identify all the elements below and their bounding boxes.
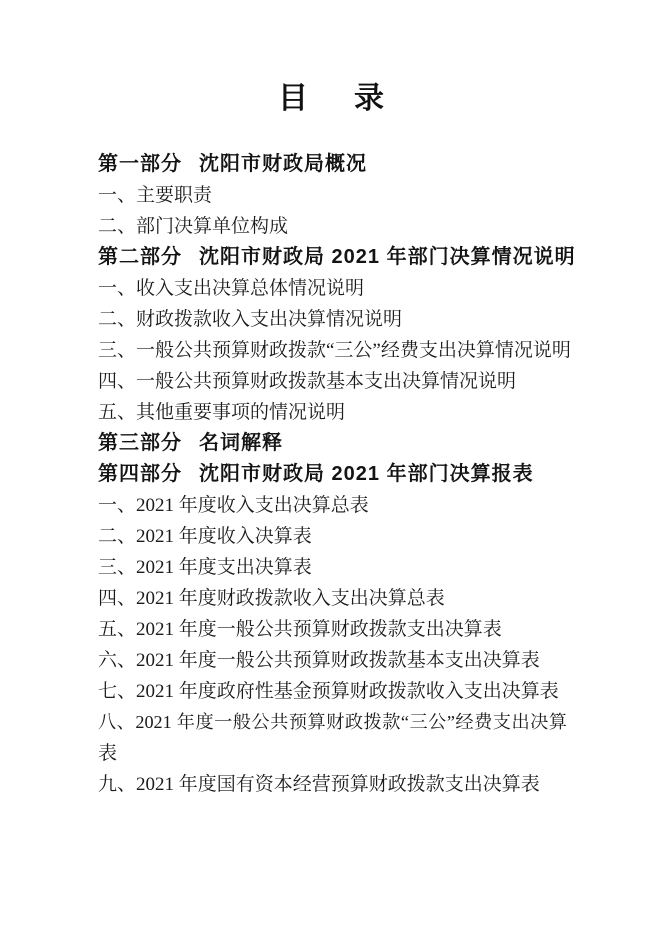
toc-entry: 一、收入支出决算总体情况说明 — [98, 278, 365, 299]
toc-entry: 五、其他重要事项的情况说明 — [98, 402, 346, 423]
section-label: 第四部分 — [98, 463, 182, 485]
toc-entry: 三、2021 年度支出决算表 — [98, 557, 312, 578]
toc-entry: 三、一般公共预算财政拨款“三公”经费支出决算情况说明 — [98, 340, 571, 361]
section-title: 沈阳市财政局 2021 年部门决算报表 — [199, 463, 534, 485]
section-label: 第一部分 — [98, 153, 182, 175]
page-title-left-char: 目 — [278, 82, 308, 115]
page-title-right-char: 录 — [354, 82, 384, 115]
toc-entry: 二、财政拨款收入支出决算情况说明 — [98, 309, 403, 330]
page-title — [0, 0, 662, 116]
toc-entry: 一、2021 年度收入支出决算总表 — [98, 495, 369, 516]
section-label: 第二部分 — [98, 246, 182, 268]
section-label: 第三部分 — [98, 432, 182, 454]
toc-section-heading — [98, 242, 576, 273]
toc-list — [98, 149, 576, 800]
toc-entry: 六、2021 年度一般公共预算财政拨款基本支出决算表 — [98, 650, 540, 671]
toc-entry: 一、主要职责 — [98, 185, 213, 206]
toc-entry: 七、2021 年度政府性基金预算财政拨款收入支出决算表 — [98, 681, 559, 702]
toc-entry: 九、2021 年度国有资本经营预算财政拨款支出决算表 — [98, 774, 540, 795]
toc-entry-continuation: 表 — [98, 743, 118, 764]
section-title: 沈阳市财政局概况 — [199, 153, 367, 175]
toc-entry: 四、2021 年度财政拨款收入支出决算总表 — [98, 588, 445, 609]
section-title: 名词解释 — [199, 432, 283, 454]
toc-section-heading — [98, 428, 567, 459]
toc-entry: 二、部门决算单位构成 — [98, 216, 289, 237]
toc-entry: 二、2021 年度收入决算表 — [98, 526, 312, 547]
toc-section-heading — [98, 149, 567, 180]
toc-entry: 五、2021 年度一般公共预算财政拨款支出决算表 — [98, 619, 502, 640]
toc-section-heading — [98, 459, 567, 490]
section-title: 沈阳市财政局 2021 年部门决算情况说明 — [199, 246, 576, 268]
toc-entry: 四、一般公共预算财政拨款基本支出决算情况说明 — [98, 371, 517, 392]
toc-entry: 八、2021 年度一般公共预算财政拨款“三公”经费支出决算 — [98, 712, 567, 732]
